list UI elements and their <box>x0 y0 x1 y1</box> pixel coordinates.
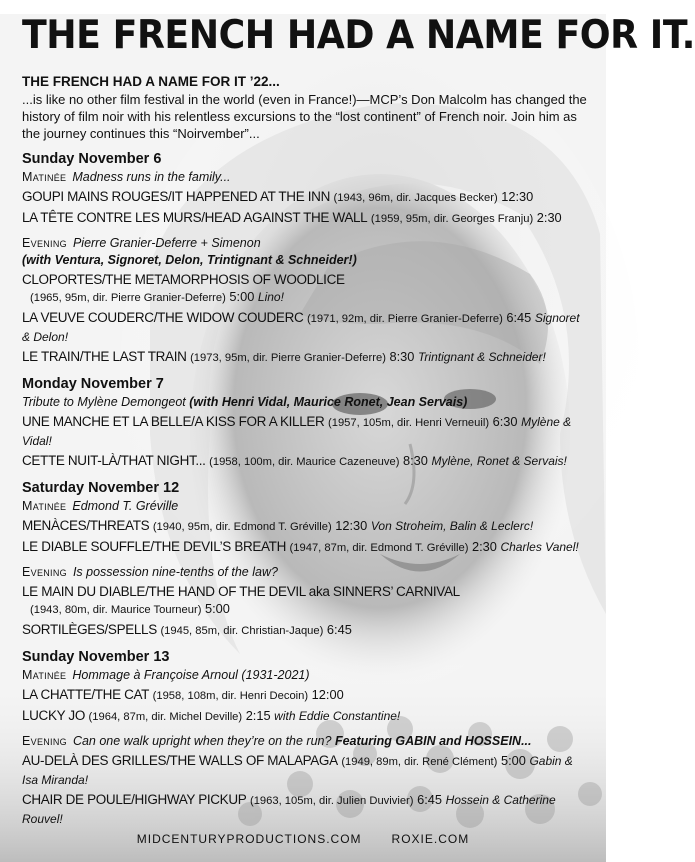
film-note: Mylène & Vidal! <box>22 415 572 448</box>
film-note: Von Stroheim, Balin & Leclerc! <box>370 519 534 533</box>
film-listing <box>22 791 588 828</box>
film-title: UNE MANCHE ET LA BELLE/A KISS FOR A KILLER <box>22 414 325 429</box>
film-time: 5:00 <box>204 601 230 616</box>
film-time: 6:45 <box>326 622 352 637</box>
film-time: 12:30 <box>501 189 534 204</box>
section-label: Matinée <box>22 668 67 682</box>
film-listing <box>22 271 588 307</box>
film-time: 2:15 <box>245 708 271 723</box>
film-listing <box>22 452 588 471</box>
film-title: LE TRAIN/THE LAST TRAIN <box>22 349 187 364</box>
film-info: (1947, 87m, dir. Edmond T. Gréville) <box>289 542 469 554</box>
section-theme: Is possession nine-tenths of the law? <box>72 565 278 579</box>
day-block <box>22 479 588 640</box>
day-block <box>22 648 588 828</box>
film-info: (1959, 95m, dir. Georges Franju) <box>370 213 534 225</box>
film-title: SORTILÈGES/SPELLS <box>22 622 157 637</box>
footer-link-midcentury[interactable]: MIDCENTURYPRODUCTIONS.COM <box>136 832 362 846</box>
footer-link-roxie[interactable]: ROXIE.COM <box>391 832 470 846</box>
film-info: (1945, 85m, dir. Christian-Jaque) <box>160 625 324 637</box>
film-time: 2:30 <box>536 210 562 225</box>
film-time: 8:30 <box>389 349 415 364</box>
film-title: CLOPORTES/THE METAMORPHOSIS OF WOODLICE <box>22 272 345 287</box>
section-theme: Pierre Granier-Deferre + Simenon <box>72 236 261 250</box>
film-info: (1964, 87m, dir. Michel Deville) <box>88 711 243 723</box>
section-theme: Hommage à Françoise Arnoul (1931-2021) <box>72 668 310 682</box>
day-heading: Sunday November 6 <box>22 151 162 167</box>
section-heading <box>22 498 588 515</box>
film-title: GOUPI MAINS ROUGES/IT HAPPENED AT THE INN <box>22 189 330 204</box>
section-heading <box>22 667 588 684</box>
film-listing <box>22 309 588 346</box>
day-block <box>22 375 588 471</box>
section-extra: Featuring GABIN and HOSSEIN... <box>334 734 532 748</box>
film-title: LA TÊTE CONTRE LES MURS/HEAD AGAINST THE WALL <box>22 210 368 225</box>
film-time: 12:00 <box>311 687 344 702</box>
film-info: (1973, 95m, dir. Pierre Granier-Deferre) <box>190 352 386 364</box>
film-listing <box>22 583 588 619</box>
section-label: Matinée <box>22 499 67 513</box>
section-extra: (with Henri Vidal, Maurice Ronet, Jean Servais) <box>189 395 468 409</box>
footer <box>0 832 606 846</box>
section-theme: Can one walk upright when they’re on the run? <box>72 734 332 748</box>
film-title: CETTE NUIT-LÀ/THAT NIGHT... <box>22 453 206 468</box>
page-headline: THE FRENCH HAD A NAME FOR IT. <box>22 13 695 58</box>
section-heading <box>22 394 588 411</box>
film-info: (1958, 108m, dir. Henri Decoin) <box>152 690 309 702</box>
section-theme: Edmond T. Gréville <box>72 499 179 513</box>
day-heading: Saturday November 12 <box>22 480 180 496</box>
film-time: 5:00 <box>229 289 255 304</box>
film-listing <box>22 538 588 557</box>
film-title: LA VEUVE COUDERC/THE WIDOW COUDERC <box>22 310 304 325</box>
day-block <box>22 150 588 367</box>
section-heading <box>22 235 588 269</box>
film-listing <box>22 413 588 450</box>
section-label: Evening <box>22 565 67 579</box>
festival-title: THE FRENCH HAD A NAME FOR IT ’22... <box>22 74 280 89</box>
film-title: LE DIABLE SOUFFLE/THE DEVIL’S BREATH <box>22 539 286 554</box>
schedule-content <box>0 13 695 828</box>
film-info: (1957, 105m, dir. Henri Verneuil) <box>328 417 490 429</box>
film-note: Signoret & Delon! <box>22 311 580 344</box>
film-listing <box>22 621 588 640</box>
festival-intro: ...is like no other film festival in the world (even in France!)—MCP’s Don Malcolm has changed the history of film noir with his relentless excursions to the “lost continent” of French noir. Join him as the journey continues this “Noirvember”... <box>22 92 587 141</box>
film-note: Lino! <box>257 290 284 304</box>
film-time: 6:30 <box>492 414 518 429</box>
day-heading: Monday November 7 <box>22 376 164 392</box>
film-time: 8:30 <box>403 453 428 468</box>
section-heading <box>22 733 588 750</box>
film-time: 6:45 <box>506 310 532 325</box>
film-listing <box>22 209 588 228</box>
film-info: (1943, 80m, dir. Maurice Tourneur) <box>30 604 202 616</box>
film-info: (1971, 92m, dir. Pierre Granier-Deferre) <box>306 313 503 325</box>
film-listing <box>22 348 588 367</box>
film-time: 6:45 <box>417 792 442 807</box>
section-theme: Tribute to Mylène Demongeot <box>22 395 186 409</box>
film-info: (1963, 105m, dir. Julien Duvivier) <box>249 795 414 807</box>
section-heading <box>22 564 588 581</box>
film-title: LA CHATTE/THE CAT <box>22 687 150 702</box>
film-listing <box>22 188 588 207</box>
film-info: (1943, 96m, dir. Jacques Becker) <box>333 192 498 204</box>
film-info: (1940, 95m, dir. Edmond T. Gréville) <box>152 521 332 533</box>
section-extra: (with Ventura, Signoret, Delon, Trintignant & Schneider!) <box>22 253 357 267</box>
film-title: MENÀCES/THREATS <box>22 518 150 533</box>
film-note: Hossein & Catherine Rouvel! <box>22 793 556 826</box>
schedule-days <box>22 150 588 828</box>
film-title: AU-DELÀ DES GRILLES/THE WALLS OF MALAPAGA <box>22 753 338 768</box>
day-heading: Sunday November 13 <box>22 649 170 665</box>
film-time: 5:00 <box>500 753 526 768</box>
film-listing <box>22 752 588 789</box>
film-note: Mylène, Ronet & Servais! <box>431 454 567 468</box>
film-listing <box>22 707 588 726</box>
film-info: (1965, 95m, dir. Pierre Granier-Deferre) <box>30 292 226 304</box>
section-label: Evening <box>22 734 67 748</box>
film-info: (1949, 89m, dir. René Clément) <box>341 756 498 768</box>
section-theme: Madness runs in the family... <box>72 170 231 184</box>
film-note: Charles Vanel! <box>500 540 579 554</box>
film-note: Gabin & Isa Miranda! <box>22 754 573 787</box>
section-heading <box>22 169 588 186</box>
film-listing <box>22 517 588 536</box>
film-title: LUCKY JO <box>22 708 85 723</box>
section-label: Evening <box>22 236 67 250</box>
film-info: (1958, 100m, dir. Maurice Cazeneuve) <box>209 456 400 468</box>
film-time: 2:30 <box>471 539 497 554</box>
film-note: with Eddie Constantine! <box>274 709 401 723</box>
film-title: CHAIR DE POULE/HIGHWAY PICKUP <box>22 792 247 807</box>
section-label: Matinée <box>22 170 67 184</box>
film-title: LE MAIN DU DIABLE/THE HAND OF THE DEVIL aka SINNERS’ CARNIVAL <box>22 584 460 599</box>
film-listing <box>22 686 588 705</box>
film-note: Trintignant & Schneider! <box>417 350 546 364</box>
film-time: 12:30 <box>335 518 368 533</box>
